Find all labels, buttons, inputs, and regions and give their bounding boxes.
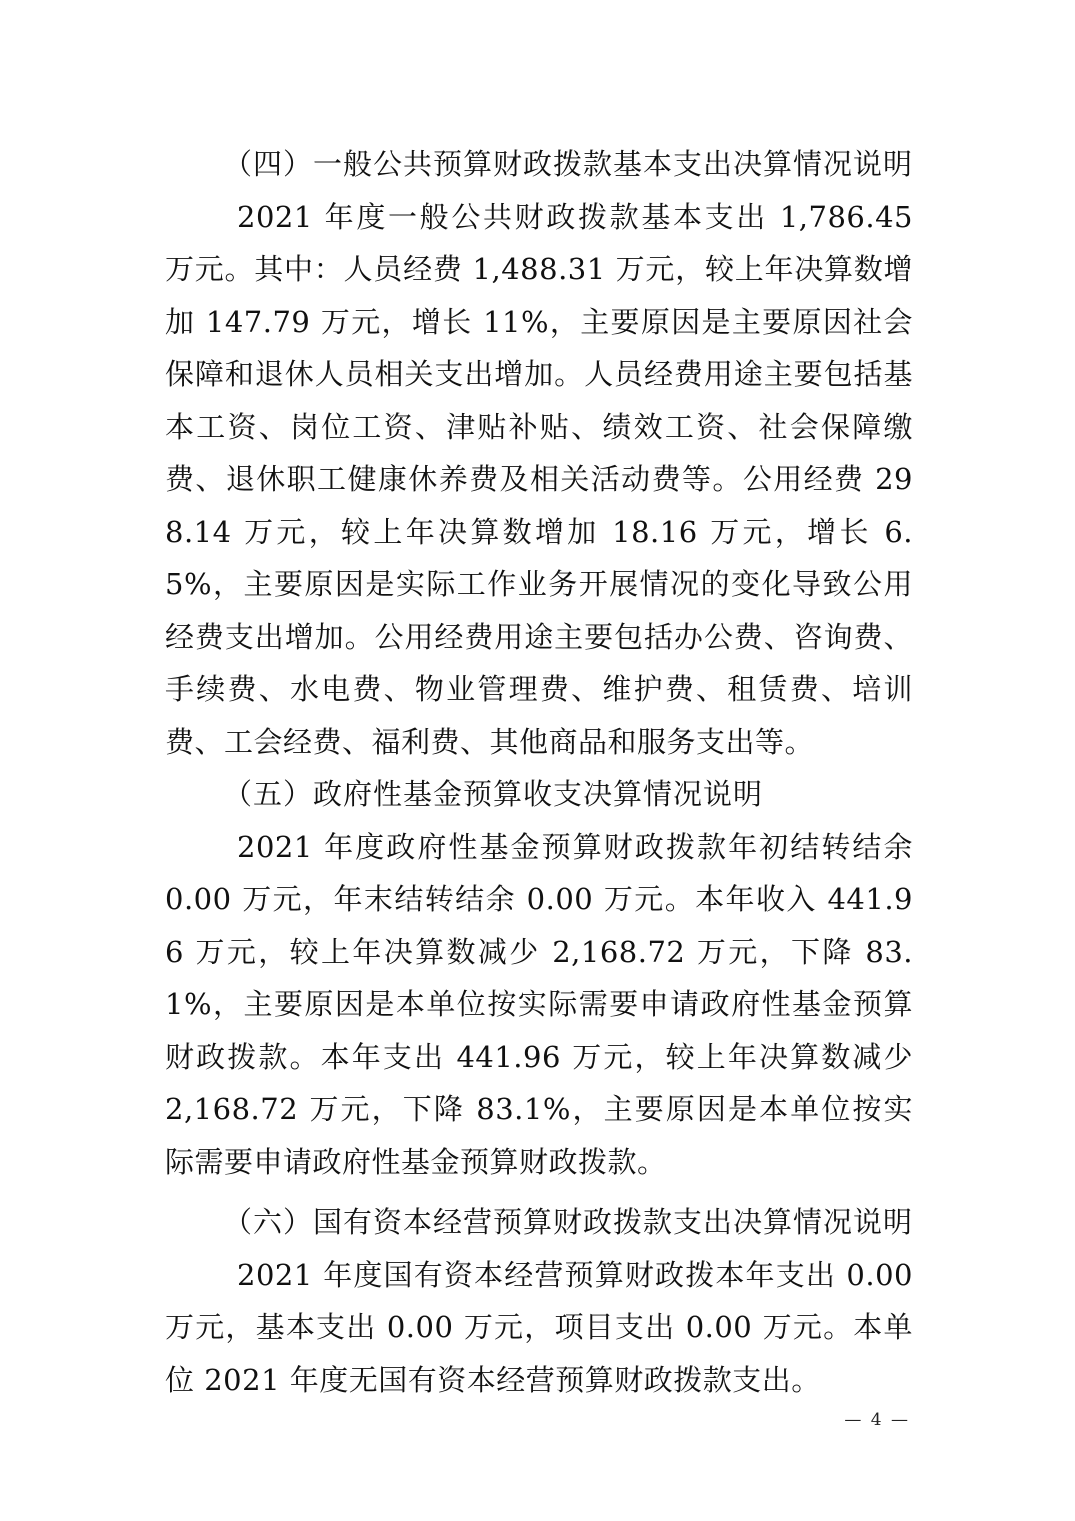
document-body xyxy=(165,138,913,1406)
section-heading-5: （五）政府性基金预算收支决算情况说明 xyxy=(223,777,764,811)
section-heading-4: （四）一般公共预算财政拨款基本支出决算情况说明 xyxy=(223,147,914,181)
section-spacer xyxy=(165,1188,913,1196)
section-paragraph-6: 2021 年度国有资本经营预算财政拨本年支出 0.00 万元，基本支出 0.00 万元，项目支出 0.00 万元。本单位 2021 年度无国有资本经营预算财政拨款支出。 xyxy=(165,1257,913,1397)
page-number: — 4 — xyxy=(844,1410,910,1430)
section-paragraph-4: 2021 年度一般公共财政拨款基本支出 1,786.45 万元。其中：人员经费 1,488.31 万元，较上年决算数增加 147.79 万元，增长 11%，主要原因是主要原因社会保障和退休人员相关支出增加。人员经费用途主要包括基本工资、岗位工资、津贴补贴、绩效工资、社会保障缴费、退休职工健康休养费及相关活动费等。公用经费 298.14 万元，较上年决算数增加 18.16 万元，增长 6.5%，主要原因是实际工作业务开展情况的变化导致公用经费支出增加。公用经费用途主要包括办公费、咨询费、手续费、水电费、物业管理费、维护费、租赁费、培训费、工会经费、福利费、其他商品和服务支出等。 xyxy=(165,199,913,759)
section-heading-6: （六）国有资本经营预算财政拨款支出决算情况说明 xyxy=(223,1205,914,1239)
section-paragraph-5: 2021 年度政府性基金预算财政拨款年初结转结余 0.00 万元，年末结转结余 0.00 万元。本年收入 441.96 万元，较上年决算数减少 2,168.72 万元，下降 83.1%，主要原因是本单位按实际需要申请政府性基金预算财政拨款。本年支出 441.96 万元，较上年决算数减少 2,168.72 万元，下降 83.1%，主要原因是本单位按实际需要申请政府性基金预算财政拨款。 xyxy=(165,829,913,1179)
